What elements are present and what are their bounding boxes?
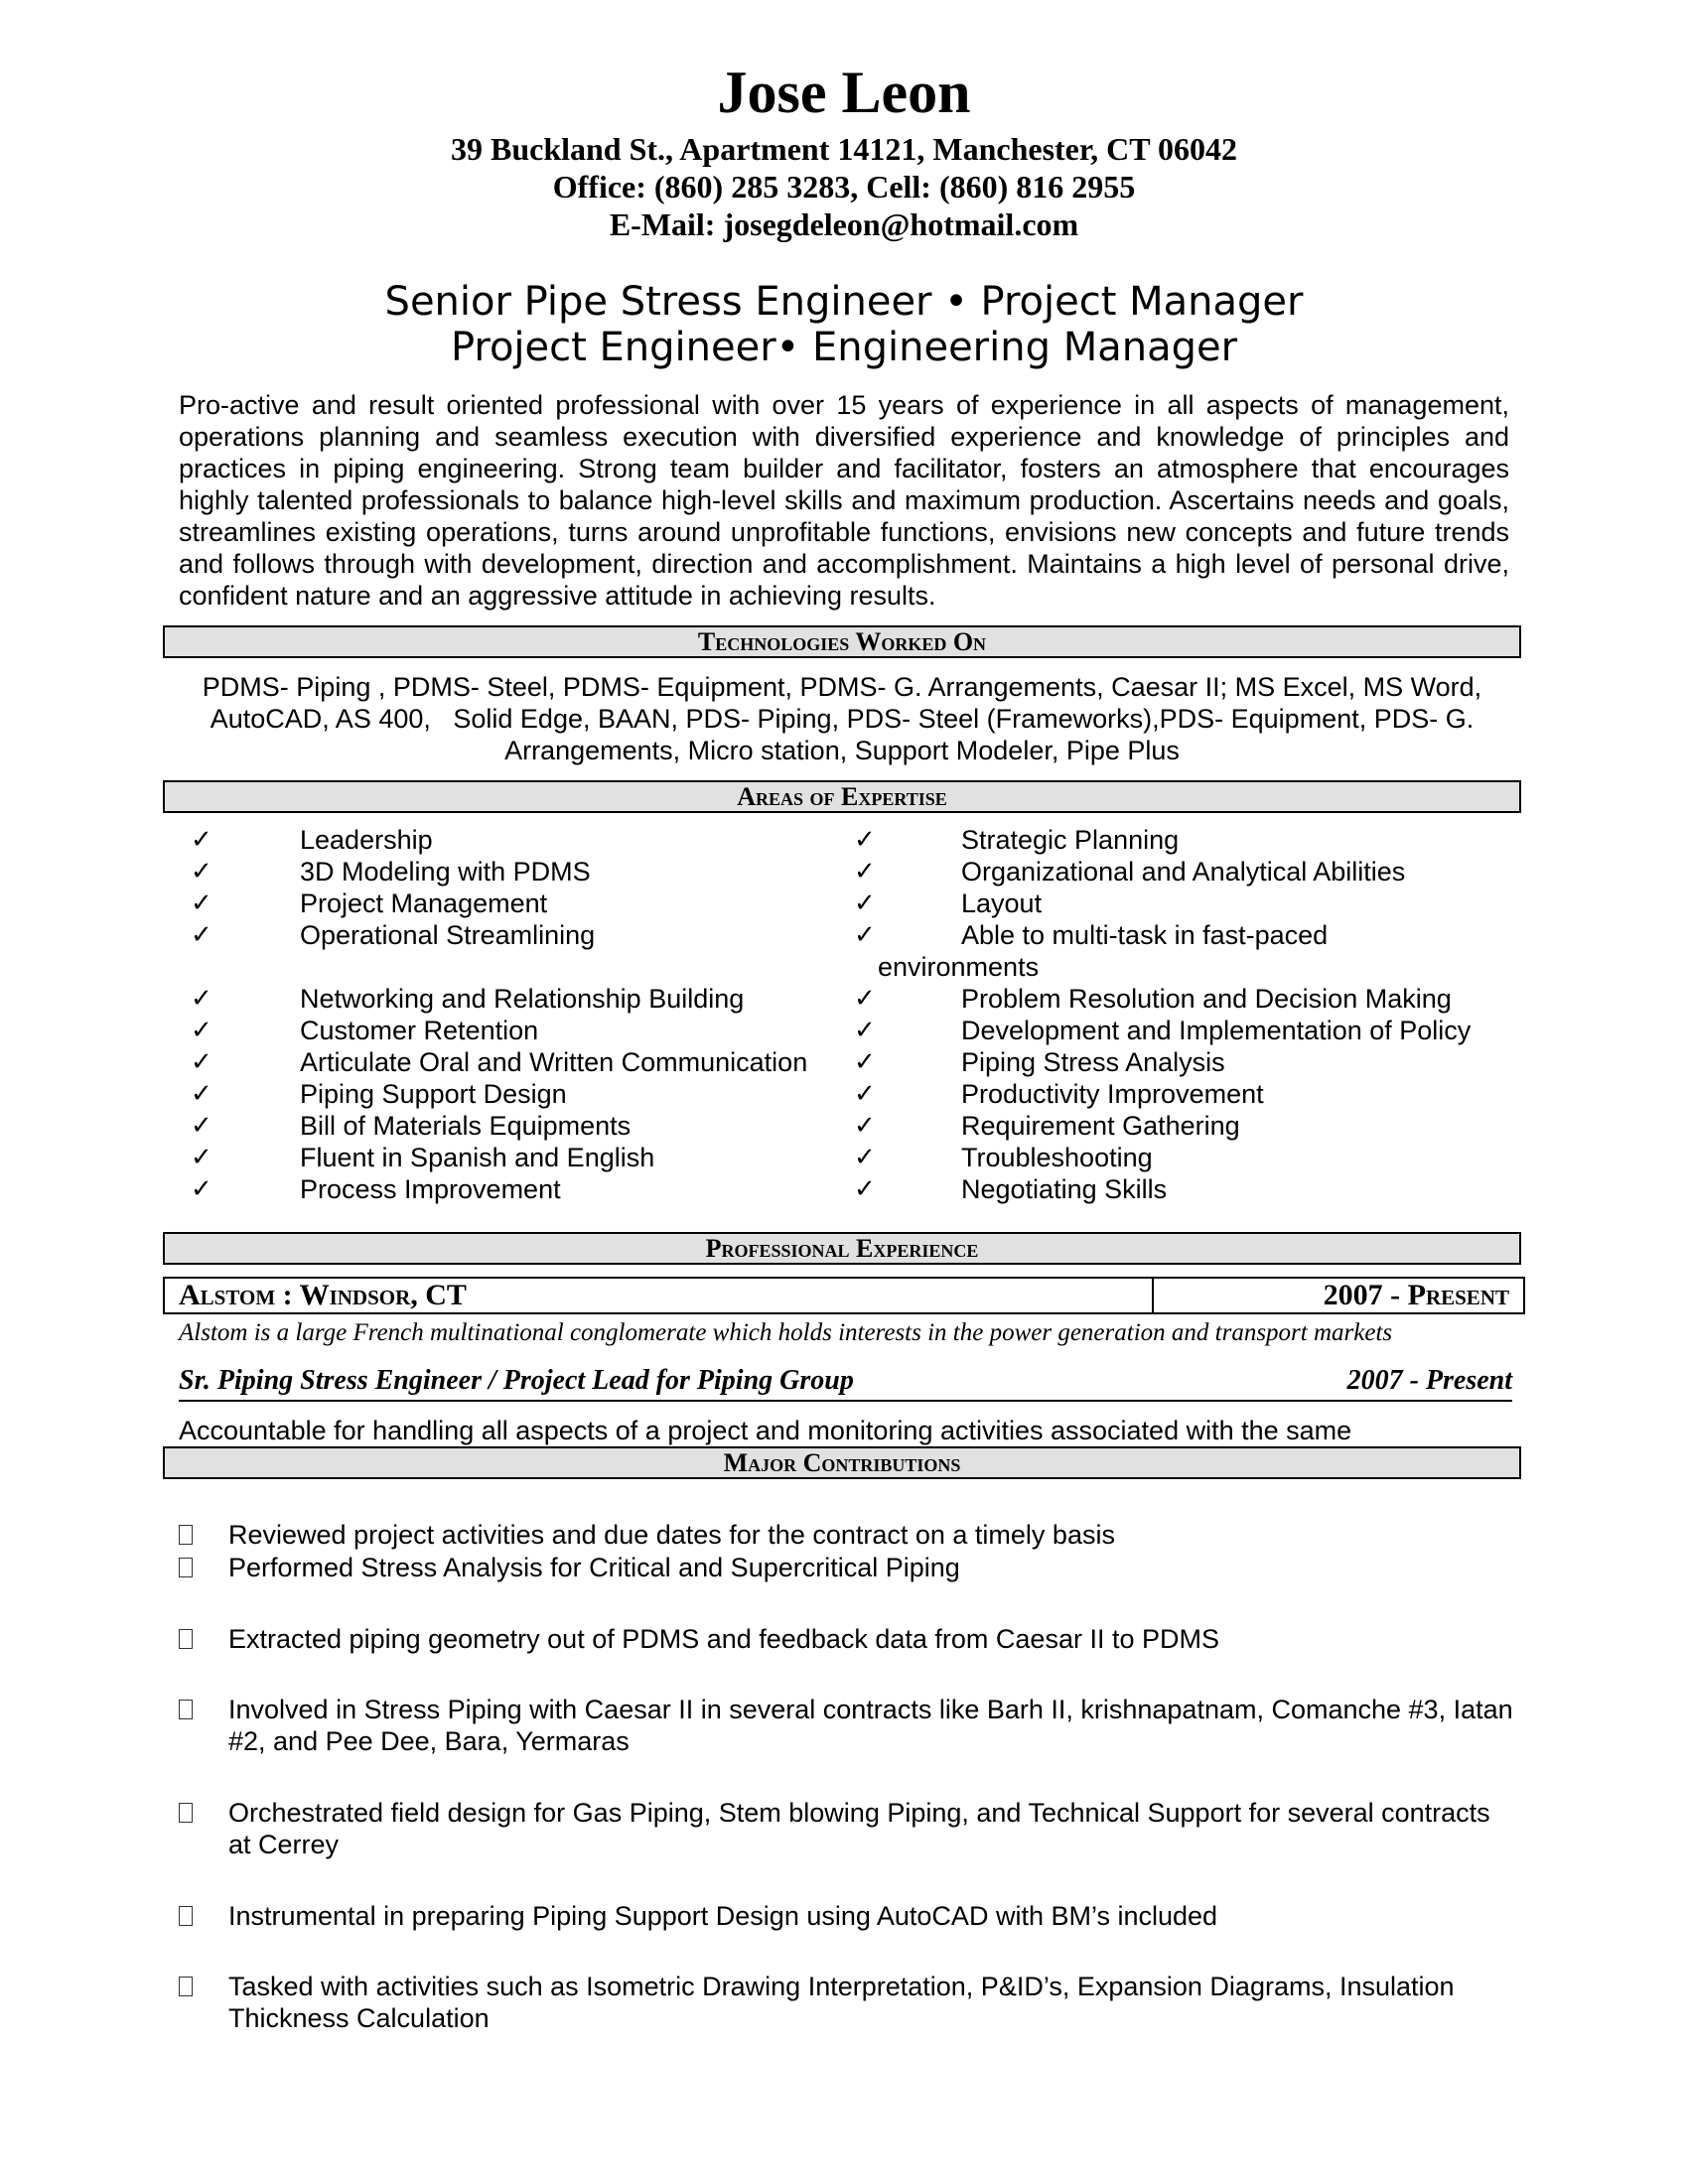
expertise-item: Development and Implementation of Policy bbox=[961, 1016, 1472, 1045]
check-icon: ✓ bbox=[191, 888, 212, 918]
check-icon: ✓ bbox=[854, 857, 876, 887]
employer-description: Alstom is a large French multinational conglomerate which holds interests in the power generation and transport markets bbox=[179, 1319, 1393, 1346]
technologies-line: Arrangements, Micro station, Support Modeler, Pipe Plus bbox=[504, 736, 1180, 765]
expertise-item: Productivity Improvement bbox=[961, 1079, 1264, 1109]
expertise-item: Customer Retention bbox=[300, 1016, 539, 1045]
expertise-item: 3D Modeling with PDMS bbox=[300, 857, 591, 887]
expertise-item: Able to multi-task in fast-paced bbox=[961, 920, 1329, 950]
check-icon: ✓ bbox=[854, 1079, 876, 1109]
expertise-item: Troubleshooting bbox=[961, 1143, 1153, 1172]
check-icon: ✓ bbox=[191, 1174, 212, 1204]
check-icon: ✓ bbox=[191, 857, 212, 887]
section-header-major-contributions: Major Contributions bbox=[163, 1446, 1521, 1479]
phone-numbers: Office: (860) 285 3283, Cell: (860) 816 2955 bbox=[552, 169, 1136, 205]
expertise-item: Project Management bbox=[300, 888, 548, 918]
technologies-line: PDMS- Piping , PDMS- Steel, PDMS- Equipment, PDMS- G. Arrangements, Caesar II; MS Excel, MS Word, bbox=[202, 672, 1482, 702]
expertise-item: Networking and Relationship Building bbox=[300, 984, 745, 1014]
bullet-icon bbox=[179, 1906, 193, 1926]
role-dates: 2007 - Present bbox=[1346, 1365, 1512, 1396]
bullet-icon bbox=[179, 1525, 193, 1545]
check-icon: ✓ bbox=[191, 920, 212, 950]
expertise-item: Piping Stress Analysis bbox=[961, 1047, 1225, 1077]
bullet-icon bbox=[179, 1803, 193, 1823]
contribution-text: Orchestrated field design for Gas Piping, Stem blowing Piping, and Technical Support for several contracts at Cerrey bbox=[228, 1798, 1490, 1859]
role-description: Accountable for handling all aspects of a project and monitoring activities associated with the same bbox=[179, 1416, 1352, 1445]
headline-line-1: Senior Pipe Stress Engineer • Project Manager bbox=[384, 279, 1304, 325]
employer-row bbox=[163, 1277, 1525, 1314]
expertise-item: Problem Resolution and Decision Making bbox=[961, 984, 1452, 1014]
check-icon: ✓ bbox=[854, 1174, 876, 1204]
contribution-text: Instrumental in preparing Piping Support Design using AutoCAD with BM’s included bbox=[228, 1901, 1218, 1931]
check-icon: ✓ bbox=[191, 984, 212, 1014]
role-row bbox=[179, 1364, 1512, 1402]
expertise-item: Leadership bbox=[300, 825, 433, 855]
contribution-text: Performed Stress Analysis for Critical and Supercritical Piping bbox=[228, 1553, 960, 1582]
bullet-icon bbox=[179, 1977, 193, 1996]
check-icon: ✓ bbox=[854, 1143, 876, 1172]
bullet-icon bbox=[179, 1700, 193, 1719]
expertise-item: Operational Streamlining bbox=[300, 920, 596, 950]
check-icon: ✓ bbox=[854, 1016, 876, 1045]
employer-name: Alstom : Windsor, CT bbox=[165, 1279, 1154, 1312]
check-icon: ✓ bbox=[854, 888, 876, 918]
check-icon: ✓ bbox=[854, 1047, 876, 1077]
candidate-name: Jose Leon bbox=[717, 60, 971, 125]
check-icon: ✓ bbox=[854, 825, 876, 855]
expertise-item: Strategic Planning bbox=[961, 825, 1180, 855]
check-icon: ✓ bbox=[191, 1143, 212, 1172]
contribution-text: Reviewed project activities and due dates for the contract on a timely basis bbox=[228, 1520, 1115, 1550]
bullet-icon bbox=[179, 1629, 193, 1649]
technologies-list bbox=[163, 671, 1521, 766]
check-icon: ✓ bbox=[191, 1016, 212, 1045]
bullet-icon bbox=[179, 1558, 193, 1577]
professional-summary: Pro-active and result oriented professional with over 15 years of experience in all aspects of management, operations planning and seamless execution with diversified experience and knowledge of principles and practices in piping engineering. Strong team builder and facilitator, fosters an atmosphere that encourages highly talented professionals to balance high-level skills and maximum production. Ascertains needs and goals, streamlines existing operations, turns around unprofitable functions, envisions new concepts and future trends and follows through with development, direction and accomplishment. Maintains a high level of personal drive, confident nature and an aggressive attitude in achieving results. bbox=[179, 390, 1509, 611]
check-icon: ✓ bbox=[854, 1111, 876, 1141]
check-icon: ✓ bbox=[854, 984, 876, 1014]
expertise-item: Bill of Materials Equipments bbox=[300, 1111, 632, 1141]
expertise-item: Articulate Oral and Written Communication bbox=[300, 1047, 808, 1077]
contribution-text: Involved in Stress Piping with Caesar II in several contracts like Barh II, krishnapatnam, Comanche #3, Iatan #2, and Pee Dee, Bara, Yermaras bbox=[228, 1695, 1513, 1756]
check-icon: ✓ bbox=[191, 1111, 212, 1141]
check-icon: ✓ bbox=[191, 1079, 212, 1109]
expertise-item: Layout bbox=[961, 888, 1043, 918]
employer-dates: 2007 - Present bbox=[1323, 1279, 1509, 1311]
expertise-item: Requirement Gathering bbox=[961, 1111, 1240, 1141]
role-title: Sr. Piping Stress Engineer / Project Lead for Piping Group bbox=[179, 1365, 854, 1396]
expertise-item: Negotiating Skills bbox=[961, 1174, 1168, 1204]
section-header-professional-experience: Professional Experience bbox=[163, 1232, 1521, 1265]
address: 39 Buckland St., Apartment 14121, Manchester, CT 06042 bbox=[450, 131, 1238, 167]
expertise-item: Organizational and Analytical Abilities bbox=[961, 857, 1406, 887]
expertise-item: Piping Support Design bbox=[300, 1079, 567, 1109]
section-header-areas-of-expertise: Areas of Expertise bbox=[163, 780, 1521, 813]
section-header-technologies: Technologies Worked On bbox=[163, 625, 1521, 658]
expertise-item-wrap: environments bbox=[878, 952, 1040, 982]
check-icon: ✓ bbox=[854, 920, 876, 950]
technologies-line: AutoCAD, AS 400, Solid Edge, BAAN, PDS- Piping, PDS- Steel (Frameworks),PDS- Equipment, PDS- G. bbox=[210, 704, 1475, 734]
check-icon: ✓ bbox=[191, 825, 212, 855]
email-address: E-Mail: josegdeleon@hotmail.com bbox=[609, 206, 1079, 242]
check-icon: ✓ bbox=[191, 1047, 212, 1077]
contribution-text: Tasked with activities such as Isometric Drawing Interpretation, P&ID’s, Expansion Diagrams, Insulation Thickness Calculation bbox=[228, 1972, 1455, 2033]
headline-line-2: Project Engineer• Engineering Manager bbox=[450, 325, 1238, 370]
expertise-item: Fluent in Spanish and English bbox=[300, 1143, 655, 1172]
contribution-text: Extracted piping geometry out of PDMS and feedback data from Caesar II to PDMS bbox=[228, 1624, 1219, 1654]
expertise-item: Process Improvement bbox=[300, 1174, 561, 1204]
